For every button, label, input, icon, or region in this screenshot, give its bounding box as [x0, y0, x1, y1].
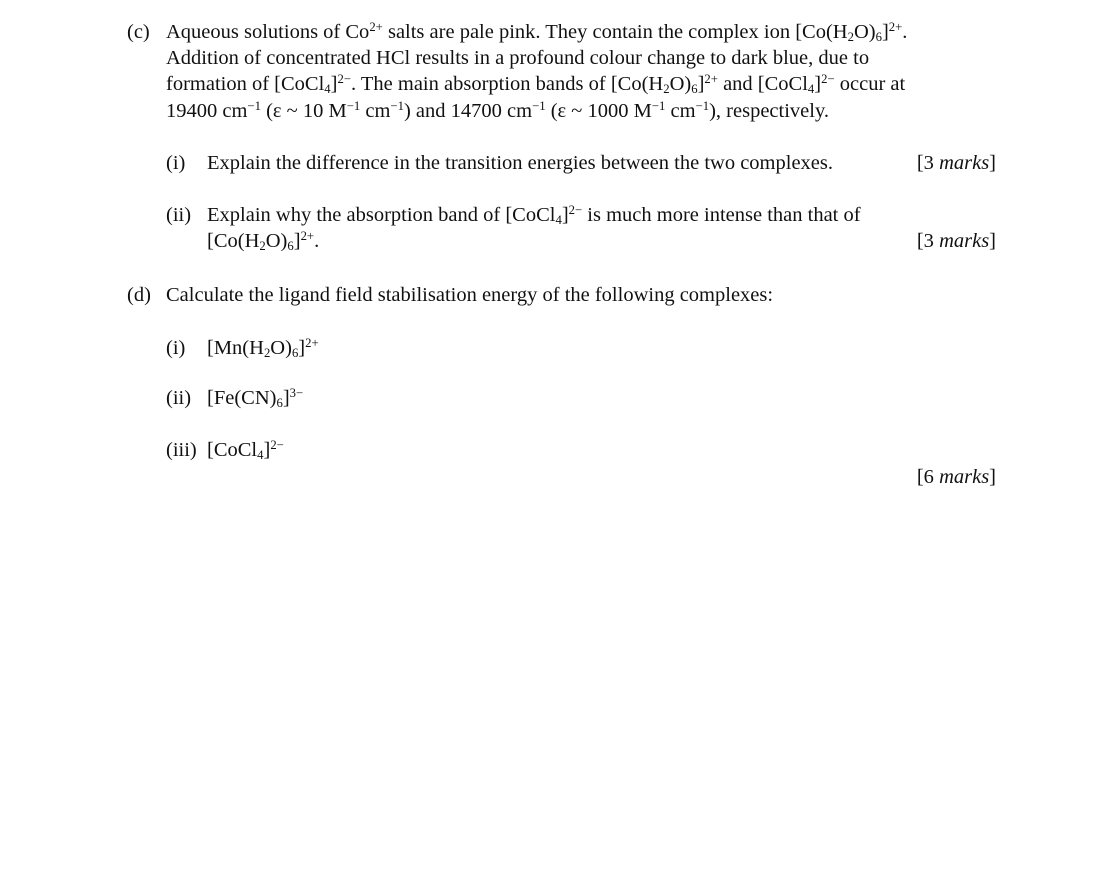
- part-c-line-2: Addition of concentrated HCl results in a profound colour change to dark blue, due to: [166, 47, 870, 69]
- question-d-ii-complex: $[Fe(CN)_6]^{3-}$: [207, 386, 304, 411]
- question-d-iii-complex: [CoCl$_4$]$^{2-}$: [207, 438, 284, 463]
- question-d-i-label: (i): [166, 337, 186, 359]
- question-c-i-marks: [3 marks]: [916, 152, 996, 174]
- question-c-ii-line-2: $[Co(H_2O)_6]^{2+}$.: [207, 229, 320, 254]
- question-c-i-text: Explain the difference in the transition energies between the two complexes.: [207, 152, 833, 174]
- question-d-iii-label: (iii): [166, 439, 197, 461]
- question-c-i-label: (i): [166, 152, 186, 174]
- question-c-ii-label: (ii): [166, 204, 192, 226]
- part-d-marks: [6 marks]: [916, 466, 996, 488]
- part-c-line-3: formation of [CoCl$_4$]$^{2-}$. The main absorption bands of $[Co(H_2O)_6]^{2+}$ and [CoCl$_4$]$^{2-}$ occur at: [166, 72, 906, 97]
- part-d-text: Calculate the ligand field stabilisation energy of the following complexes:: [166, 284, 774, 306]
- part-c-line-1: Aqueous solutions of $Co^{2+}$ salts are pale pink. They contain the complex ion $[Co(H_2O)_6]^{2+}$.: [166, 20, 908, 45]
- part-c-label: (c): [127, 21, 150, 43]
- question-d-ii-label: (ii): [166, 387, 192, 409]
- part-c-line-4: 19400 $cm^{-1}$ (ε ~ 10 $M^{-1}$ $cm^{-1}$) and 14700 $cm^{-1}$ (ε ~ 1000 $M^{-1}$ $cm^{-1}$), respectively.: [166, 99, 830, 122]
- question-c-ii-line-1: Explain why the absorption band of [CoCl$_4$]$^{2-}$ is much more intense than that of: [207, 203, 861, 228]
- question-d-i-complex: $[Mn(H_2O)_6]^{2+}$: [207, 336, 319, 361]
- part-d-label: (d): [127, 284, 151, 306]
- question-c-ii-marks: [3 marks]: [916, 230, 996, 252]
